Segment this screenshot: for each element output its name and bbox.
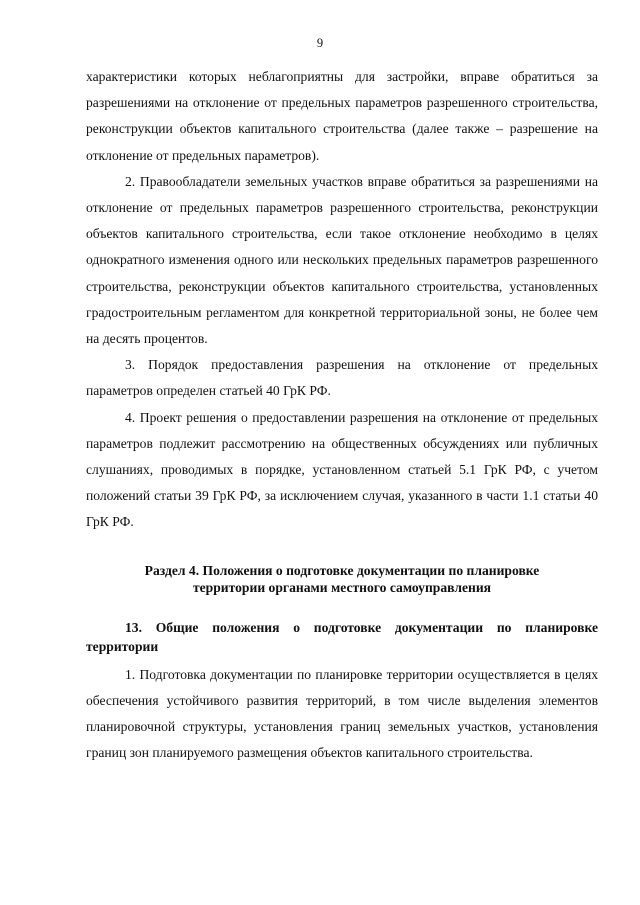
- section-heading-line-1: Раздел 4. Положения о подготовке документации по планировке: [144, 562, 540, 578]
- subsection-heading: 13. Общие положения о подготовке документации по планировке территории: [86, 619, 598, 654]
- section-heading: [86, 562, 598, 596]
- paragraph-item-4: 4. Проект решения о предоставлении разрешения на отклонение от предельных параметров подлежит рассмотрению на общественных обсуждениях или публичных слушаниях, проводимых в порядке, установленном статьей 5.1 ГрК РФ, с учетом положений статьи 39 ГрК РФ, за исключением случая, указанного в части 1.1 статьи 40 ГрК РФ.: [86, 409, 598, 530]
- section-heading-line-2: территории органами местного самоуправления: [192, 579, 492, 595]
- paragraph-item-2: 2. Правообладатели земельных участков вправе обратиться за разрешениями на отклонение от предельных параметров разрешенного строительства, реконструкции объектов капитального строительства, если такое отклонение необходимо в целях однократного изменения одного или нескольких предельных параметров разрешенного строительства, реконструкции объектов капитального строительства, установленных градостроительным регламентом для конкретной территориальной зоны, не более чем на десять процентов.: [86, 173, 598, 347]
- paragraph-subsection-item-1: 1. Подготовка документации по планировке территории осуществляется в целях обеспечения устойчивого развития территорий, в том числе выделения элементов планировочной структуры, установления границ земельных участков, установления границ зон планируемого размещения объектов капитального строительства.: [86, 666, 598, 761]
- page-number: 9: [316, 36, 324, 50]
- paragraph-item-3: 3. Порядок предоставления разрешения на отклонение от предельных параметров определен статьей 40 ГрК РФ.: [86, 357, 598, 399]
- document-body: [86, 64, 598, 766]
- paragraph-continuation: характеристики которых неблагоприятны для застройки, вправе обратиться за разрешениями на отклонение от предельных параметров разрешенного строительства, реконструкции объектов капитального строительства (далее также – разрешение на отклонение от предельных параметров).: [86, 69, 598, 163]
